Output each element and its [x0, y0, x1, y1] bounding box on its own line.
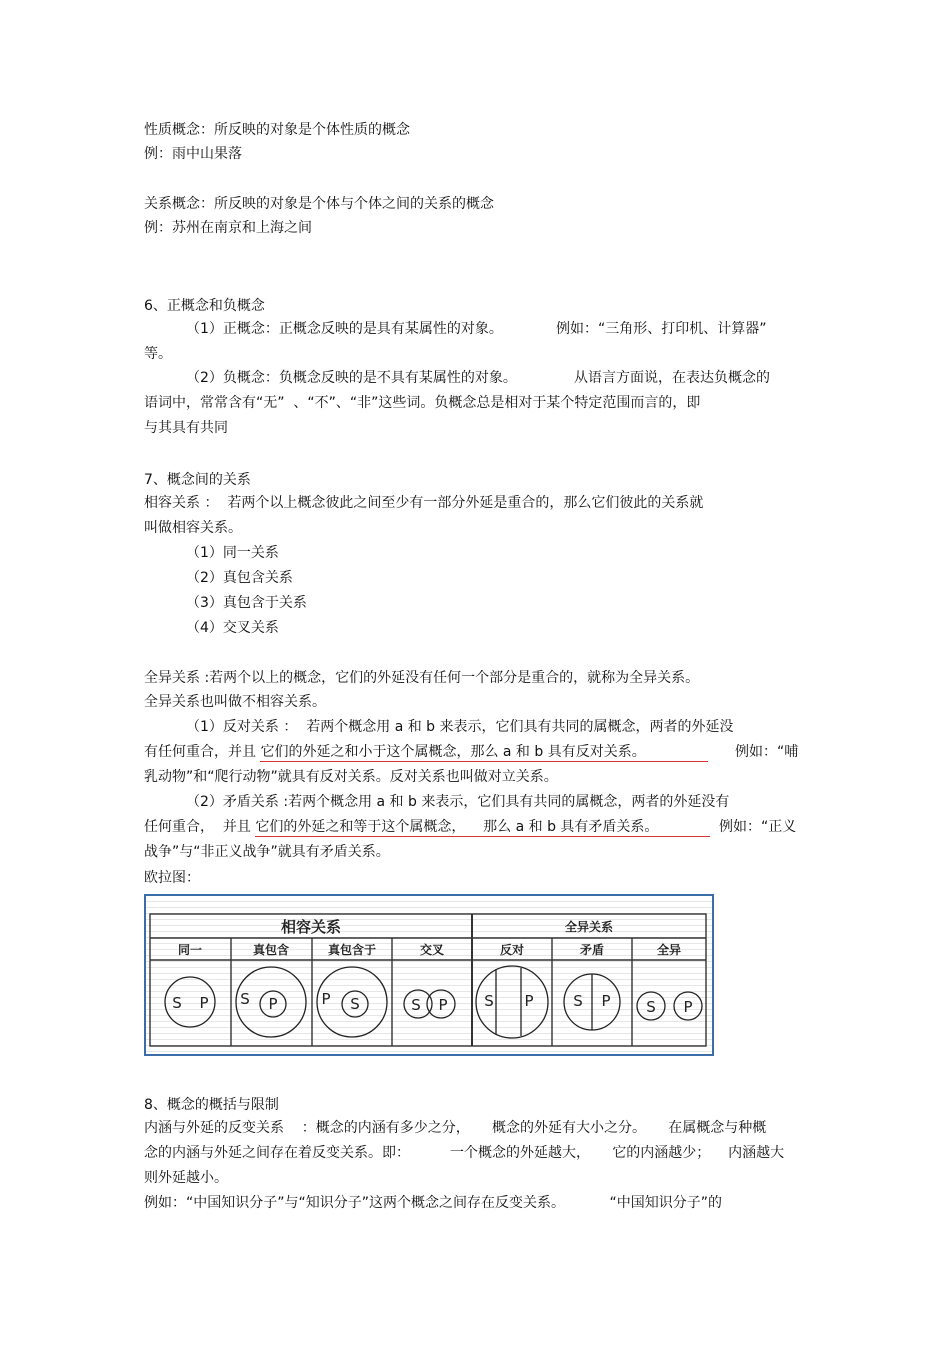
label-s: S	[646, 998, 656, 1016]
text-line: 与其具有共同	[144, 420, 228, 436]
label-p: P	[199, 994, 209, 1012]
label-p: P	[268, 995, 278, 1013]
label-p: P	[438, 996, 448, 1014]
text-line: 例如：“哺	[735, 744, 799, 760]
column-header: 矛盾	[579, 943, 605, 957]
text-line: 全异关系 :若两个以上的概念，它们的外延没有任何一个部分是重合的，就称为全异关系。	[144, 670, 700, 686]
section-7-title: 7、概念间的关系	[144, 472, 251, 488]
text-line: 则外延越小。	[144, 1170, 228, 1186]
text-line: 内涵与外延的反变关系 ：概念的内涵有多少之分， 概念的外延有大小之分。 在属概念与种概	[144, 1120, 767, 1136]
text-line: （1）正概念：正概念反映的是具有某属性的对象。	[186, 321, 503, 337]
label-s: S	[172, 994, 182, 1012]
column-header: 同一	[177, 943, 203, 957]
list-item: （4）交叉关系	[186, 620, 279, 636]
text-line: 欧拉图：	[144, 870, 200, 886]
label-s: S	[240, 990, 250, 1008]
text-line: 全异关系也叫做不相容关系。	[144, 694, 326, 710]
text-line: 乳动物”和“爬行动物”就具有反对关系。反对关系也叫做对立关系。	[144, 769, 558, 785]
label-p: P	[524, 992, 534, 1010]
text-line: 等。	[144, 346, 172, 362]
euler-diagram-svg	[146, 896, 712, 1054]
label-s: S	[573, 992, 583, 1010]
column-header: 真包含于	[327, 943, 377, 957]
text-line: 关系概念：所反映的对象是个体与个体之间的关系的概念	[144, 196, 494, 212]
text-line: 例如：“正义	[719, 819, 797, 835]
label-p: P	[321, 990, 331, 1008]
column-header: 全异	[656, 943, 682, 957]
label-s: S	[484, 992, 494, 1010]
column-header: 反对	[499, 943, 525, 957]
text-line: 例：苏州在南京和上海之间	[144, 220, 312, 236]
text-line: 叫做相容关系。	[144, 520, 242, 536]
text-line: 从语言方面说，在表达负概念的	[574, 370, 770, 386]
section-6-title: 6、正概念和负概念	[144, 298, 265, 314]
text-line: 语词中，常常含有“无” 、“不”、“非”这些词。负概念总是相对于某个特定范围而言的，即	[144, 395, 701, 411]
label-s: S	[350, 995, 360, 1013]
text-line: （2）负概念：负概念反映的是不具有某属性的对象。	[186, 370, 517, 386]
list-item: （3）真包含于关系	[186, 595, 307, 611]
text-line: 例如：“中国知识分子”与“知识分子”这两个概念之间存在反变关系。 “中国知识分子”的	[144, 1195, 723, 1211]
underlined-text: 它们的外延之和等于这个属概念， 那么 a 和 b 具有矛盾关系。	[255, 818, 710, 837]
text-line: （2）矛盾关系 :若两个概念用 a 和 b 来表示，它们具有共同的属概念，两者的外延没有	[186, 794, 730, 810]
text-line: 例如：“三角形、打印机、计算器”	[556, 321, 767, 337]
list-item: （1）同一关系	[186, 545, 279, 561]
section-8-title: 8、概念的概括与限制	[144, 1097, 279, 1113]
text-line: 性质概念：所反映的对象是个体性质的概念	[144, 122, 410, 138]
text-line: 念的内涵与外延之间存在着反变关系。即： 一个概念的外延越大， 它的内涵越少； 内涵越大	[144, 1145, 785, 1161]
text-line: 例：雨中山果落	[144, 146, 242, 162]
label-s: S	[411, 996, 421, 1014]
label-p: P	[683, 998, 693, 1016]
text-line	[144, 818, 710, 837]
text-line: 战争”与“非正义战争”就具有矛盾关系。	[144, 844, 390, 860]
underlined-text: 它们的外延之和小于这个属概念，那么 a 和 b 具有反对关系。	[260, 743, 708, 762]
text-span: 有任何重合，并且	[144, 744, 261, 760]
text-line	[144, 743, 708, 762]
text-line: 相容关系 ： 若两个以上概念彼此之间至少有一部分外延是重合的，那么它们彼此的关系就	[144, 495, 704, 511]
group-header-compatible: 相容关系	[280, 918, 342, 936]
group-header-exclusive: 全异关系	[564, 920, 614, 934]
column-header: 交叉	[419, 943, 445, 957]
label-p: P	[601, 992, 611, 1010]
text-span: 任何重合， 并且	[144, 819, 256, 835]
euler-diagram	[144, 894, 714, 1056]
text-line: （1）反对关系 ： 若两个概念用 a 和 b 来表示，它们具有共同的属概念，两者的外延没	[186, 719, 734, 735]
column-header: 真包含	[252, 943, 290, 957]
list-item: （2）真包含关系	[186, 570, 293, 586]
